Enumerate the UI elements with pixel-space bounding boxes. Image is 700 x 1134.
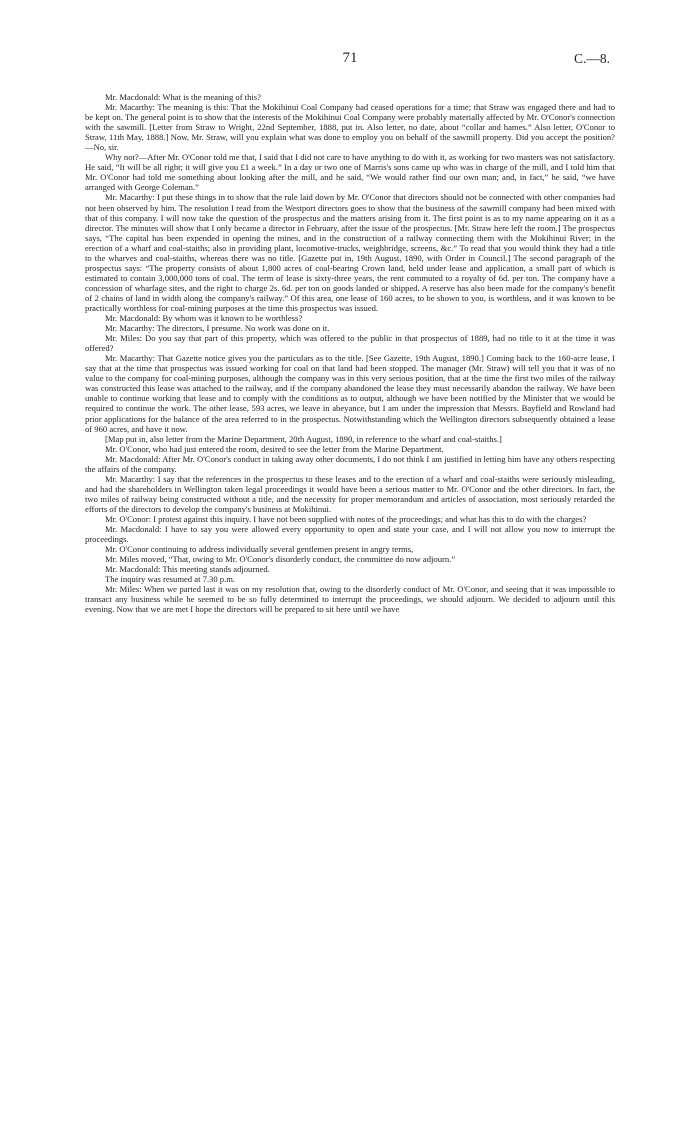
paragraph: Mr. Miles: Do you say that part of this property, which was offered to the public in that prospectus of 1889, had no title to it at the time it was offered? [85,333,615,354]
paragraph: Mr. Macarthy: That Gazette notice gives you the particulars as to the title. [See Gazette, 19th August, 1890.] Coming back to the 160-acre lease, I say that at the time that prospectus was issued working for coal on that land had been stopped. The manager (Mr. Straw) will tell you that it was of no value to the company for coal-mining purposes, although the company was in this very serious position, that at the time the first two miles of the railway was constructed this lease was attached to the railway, and if the company abandoned the lease they must necessarily abandon the railway. We have been unable to continue working that lease and to comply with the conditions as to output, although we have been notified by the Minister that we would be required to continue the work. The other lease, 593 acres, we leave in abeyance, but I am under the impression that Messrs. Bayfield and Rowland had prior applications for the balance of the area referred to in the prospectus. Notwithstanding which the Wellington directors subsequently obtained a lease of 960 acres, and have it now. [85,353,615,434]
paragraph: Mr. Macdonald: After Mr. O'Conor's conduct in taking away other documents, I do not think I am justified in letting him have any others respecting the affairs of the company. [85,453,615,474]
document-body [85,92,615,614]
page-header [0,50,700,72]
paragraph: Mr. O'Conor continuing to address individually several gentlemen present in angry terms, [105,544,414,555]
document-reference: C.—8. [573,51,610,66]
paragraph: Mr. O'Conor: I protest against this inquiry. I have not been supplied with notes of the proceedings; and what has this to do with the charges? [105,513,587,524]
paragraph: Mr. Miles moved, “That, owing to Mr. O'Conor's disorderly conduct, the committee do now adjourn.” [105,554,456,565]
paragraph: Mr. Miles: When we parted last it was on my resolution that, owing to the disorderly conduct of Mr. O'Conor, and seeing that it was impossible to transact any business while he seemed to be so fully determined to interrupt the proceedings, we should adjourn. We decided to adjourn until this evening. Now that we are met I hope the directors will be prepared to sit here until we have [85,584,615,615]
paragraph: Mr. O'Conor, who had just entered the room, desired to see the letter from the Marine Department. [105,443,444,454]
paragraph: Why not?—After Mr. O'Conor told me that, I said that I did not care to have anything to do with it, as working for two masters was not satisfactory. He said, “It will be all right; it will give you £1 a week.” In a day or two one of Marris's sons came up who was in charge of the mill, and I told him that Mr. O'Conor had told me something about looking after the mill, and he said, “We would rather find our own man; and, in fact,” he said, “we have arranged with George Coleman.” [85,152,615,193]
paragraph: Mr. Macdonald: This meeting stands adjourned. [105,564,270,575]
paragraph: Mr. Macarthy: I put these things in to show that the rule laid down by Mr. O'Conor that directors should not be connected with other companies had not been observed by him. The resolution I read from the Westport directors goes to show that the business of the sawmill company had been mixed with that of this company. I will now take the question of the prospectus and the matters arising from it. The first point is as to my name appearing on it as a director. The minutes will show that I only became a director in February, after the issue of the prospectus. [Mr. Straw here left the room.] The prospectus says, “The capital has been expended in opening the mines, and in the construction of a railway connecting them with the Mokihinui River; in the erection of a wharf and coal-staiths; also in providing plant, locomotive-trucks, weighbridge, screens, &c.” To read that you would think they had a title to the wharves and coal-staiths, whereas there was no title. [Gazette put in, 19th August, 1890, with Order in Council.] The second paragraph of the prospectus says: “The property consists of about 1,800 acres of coal-bearing Crown land, held under lease and application, a small part of which is estimated to contain 3,000,000 tons of coal. The term of lease is sixty-three years, the rent commuted to a royalty of 6d. per ton. The company have a concession of wharfage sites, and the right to charge 2s. 6d. per ton on goods landed or shipped. A reserve has also been made for the company's benefit of 2 chains of land in width along the company's railway.” Of this area, one lease of 160 acres, to be shown to you, is worthless, and it was known to be practically worthless for coal-mining purposes at the time this prospectus was issued. [85,192,615,313]
paragraph: Mr. Macarthy: The meaning is this: That the Mokihinui Coal Company had ceased operations for a time; that Straw was engaged there and had to be kept on. The general point is to show that the interests of the Mokihinui Coal Company were probably materially affected by Mr. O'Conor's connection with the sawmill. [Letter from Straw to Wright, 22nd September, 1888, put in. Also letter, no date, about “collar and hames.” Also letter, O'Conor to Straw, 11th May, 1888.] Now, Mr. Straw, will you explain what was done to employ you on behalf of the sawmill property. Did you accept the position?—No, sir. [85,102,615,153]
paragraph: The inquiry was resumed at 7.30 p.m. [105,574,236,585]
paragraph: Mr. Macdonald: I have to say you were allowed every opportunity to open and state your case, and I will not allow you now to interrupt the proceedings. [85,524,615,545]
paragraph: Mr. Macarthy: The directors, I presume. No work was done on it. [105,323,330,334]
paragraph: [Map put in, also letter from the Marine Department, 20th August, 1890, in reference to the wharf and coal-staiths.] [105,433,502,444]
paragraph: Mr. Macarthy: I say that the references in the prospectus to these leases and to the erection of a wharf and coal-staiths were seriously misleading, and had the shareholders in Wellington taken legal proceedings it would have been a serious matter to Mr. O'Conor and the other directors. In fact, the two miles of railway being constructed without a title, and the necessity for proper memorandum and articles of association, most seriously retarded the efforts of the directors to develop the company's business at Mokihinui. [85,473,615,514]
paragraph: Mr. Macdonald: What is the meaning of this? [105,92,261,102]
paragraph: Mr. Macdonald: By whom was it known to be worthless? [105,313,303,324]
page-number: 71 [342,50,358,66]
